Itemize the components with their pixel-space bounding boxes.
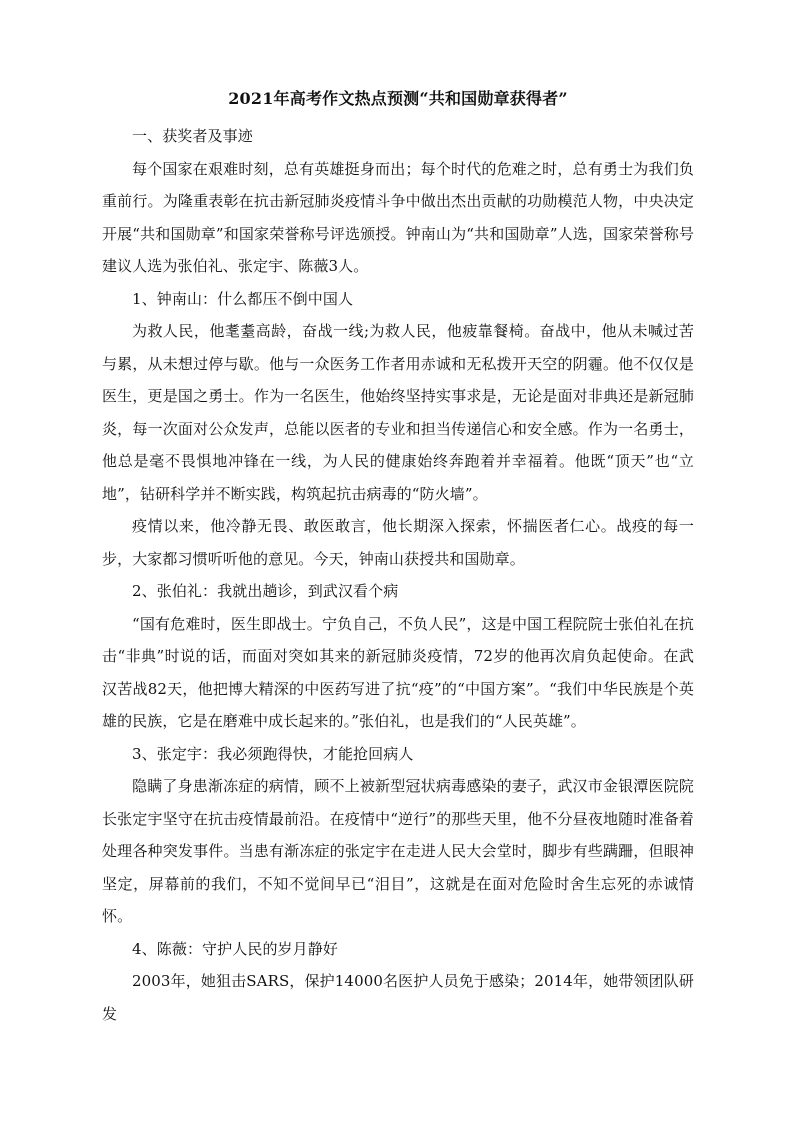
section-heading-awardees: 一、获奖者及事迹 — [132, 127, 253, 145]
paragraph-zhang-boli: “国有危难时，医生即战士。宁负自己，不负人民”，这是中国工程院院士张伯礼在抗击“非典”时说的话，而面对突如其来的新冠肺炎疫情，72岁的他再次肩负起使命。在武汉苦战82天，他把博大精深的中医药写进了抗“疫”的“中国方案”。“我们中华民族是个英雄的民族，它是在磨难中成长起来的。”张伯礼，也是我们的“人民英雄”。 — [102, 614, 694, 730]
paragraph-zhang-dingyu: 隐瞒了身患渐冻症的病情，顾不上被新型冠状病毒感染的妻子，武汉市金银潭医院院长张定宇坚守在抗击疫情最前沿。在疫情中“逆行”的那些天里，他不分昼夜地随时准备着处理各种突发事件。当患有渐冻症的张定宇在走进人民大会堂时，脚步有些蹒跚，但眼神坚定，屏幕前的我们，不知不觉间早已“泪目”，这就是在面对危险时舍生忘死的赤诚情怀。 — [102, 777, 694, 925]
subheading-zhong-nanshan: 1、钟南山：什么都压不倒中国人 — [132, 289, 354, 308]
paragraph-zhong-nanshan-1: 为救人民，他耄耋高龄，奋战一线;为救人民，他疲靠餐椅。奋战中，他从未喊过苦与累，从未想过停与歇。他与一众医务工作者用赤诚和无私拨开天空的阴霾。他不仅仅是医生，更是国之勇士。作为一名医生，他始终坚持实事求是，无论是面对非典还是新冠肺炎，每一次面对公众发声，总能以医者的专业和担当传递信心和安全感。作为一名勇士，他总是毫不畏惧地冲锋在一线，为人民的健康始终奔跑着并幸福着。他既“顶天”也“立地”，钻研科学并不断实践，构筑起抗击病毒的“防火墙”。 — [102, 322, 694, 503]
subheading-zhang-boli: 2、张伯礼：我就出趟诊，到武汉看个病 — [132, 582, 399, 600]
intro-paragraph: 每个国家在艰难时刻，总有英雄挺身而出；每个时代的危难之时，总有勇士为我们负重前行。为隆重表彰在抗击新冠肺炎疫情斗争中做出杰出贡献的功勋模范人物，中央决定开展“共和国勋章”和国家荣誉称号评选颁授。钟南山为“共和国勋章”人选，国家荣誉称号建议人选为张伯礼、张定宇、陈薇3人。 — [102, 159, 694, 275]
subheading-chen-wei: 4、陈薇：守护人民的岁月静好 — [132, 939, 338, 958]
document-body — [102, 88, 694, 1030]
subheading-zhang-dingyu: 3、张定宇：我必须跑得快，才能抢回病人 — [132, 744, 414, 763]
paragraph-chen-wei: 2003年，她狙击SARS，保护14000名医护人员免于感染；2014年，她带领团队研发 — [102, 972, 694, 1023]
paragraph-zhong-nanshan-2: 疫情以来，他冷静无畏、敢医敢言，他长期深入探索，怀揣医者仁心。战疫的每一步，大家都习惯听听他的意见。今天，钟南山获授共和国勋章。 — [102, 517, 694, 568]
document-title: 2021年高考作文热点预测“共和国勋章获得者” — [228, 89, 568, 108]
